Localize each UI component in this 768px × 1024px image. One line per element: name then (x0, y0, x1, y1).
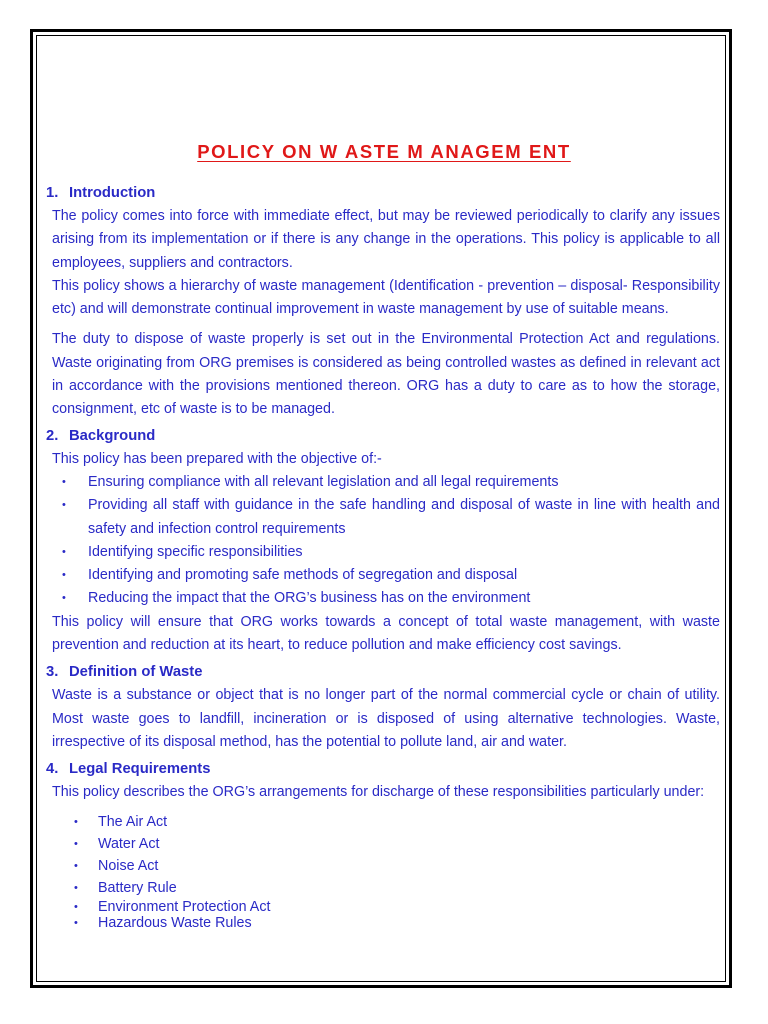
section-number: 3. (46, 664, 59, 681)
section-background (46, 425, 720, 658)
section-heading (46, 425, 720, 448)
section-number: 2. (46, 427, 59, 444)
section-title: Introduction (69, 185, 156, 201)
paragraph: Waste is a substance or object that is no longer part of the normal commercial cycle or chain of utility. Most waste goes to landfill, incineration or is disposed of using alternative technologies. Waste, irrespective of its disposal method, has the potential to pollute land, air and water. (52, 687, 720, 750)
section-number: 4. (46, 761, 59, 778)
section-title: Definition of Waste (69, 664, 203, 681)
section-number: 1. (46, 185, 59, 201)
list-item: • Battery Rule (52, 877, 720, 899)
paragraph: This policy will ensure that ORG works towards a concept of total waste management, with waste prevention and reduction at its heart, to reduce pollution and make efficiency cost savings. (52, 613, 720, 654)
list-item: • Ensuring compliance with all relevant legislation and all legal requirements (52, 471, 720, 494)
list-item: • Environment Protection Act (52, 899, 720, 915)
section-legal-requirements (46, 758, 720, 931)
list-item: • Water Act (52, 833, 720, 855)
section-heading (46, 758, 720, 781)
section-definition-of-waste (46, 661, 720, 754)
list-item: • Identifying and promoting safe methods of segregation and disposal (52, 564, 720, 587)
document-body (46, 182, 720, 931)
paragraph: This policy shows a hierarchy of waste management (Identification - prevention – disposal- Responsibility etc) and will demonstrate continual improvement in waste management by use of suitable means. (52, 277, 720, 318)
section-title: Legal Requirements (69, 761, 211, 778)
paragraph: This policy describes the ORG’s arrangements for discharge of these responsibilities particularly under: (52, 784, 705, 801)
list-item: • Noise Act (52, 855, 720, 877)
objectives-list (52, 471, 720, 611)
document-title: POLICY ON W ASTE M ANAGEM ENT (197, 141, 571, 162)
paragraph: This policy has been prepared with the objective of:- (52, 450, 382, 467)
paragraph: The duty to dispose of waste properly is set out in the Environmental Protection Act and regulations. Waste originating from ORG premises is considered as being controlled wastes as defined in relevant act in accordance with the provisions mentioned thereon. ORG has a duty to care as to how the storage, consignment, etc of waste is to be managed. (52, 331, 720, 418)
legal-acts-list (52, 811, 720, 931)
section-title: Background (69, 427, 156, 444)
list-item: • Hazardous Waste Rules (52, 915, 720, 931)
list-item: • Reducing the impact that the ORG’s business has on the environment (52, 587, 720, 610)
section-heading (46, 182, 720, 205)
paragraph: The policy comes into force with immediate effect, but may be reviewed periodically to clarify any issues arising from its implementation or if there is any change in the operations. This policy is applicable to all employees, suppliers and contractors. (52, 208, 720, 271)
section-heading (46, 661, 720, 684)
list-item: • Identifying specific responsibilities (52, 541, 720, 564)
list-item: • The Air Act (52, 811, 720, 833)
list-item: • Providing all staff with guidance in the safe handling and disposal of waste in line with health and safety and infection control requirements (52, 494, 720, 541)
section-introduction (46, 182, 720, 422)
